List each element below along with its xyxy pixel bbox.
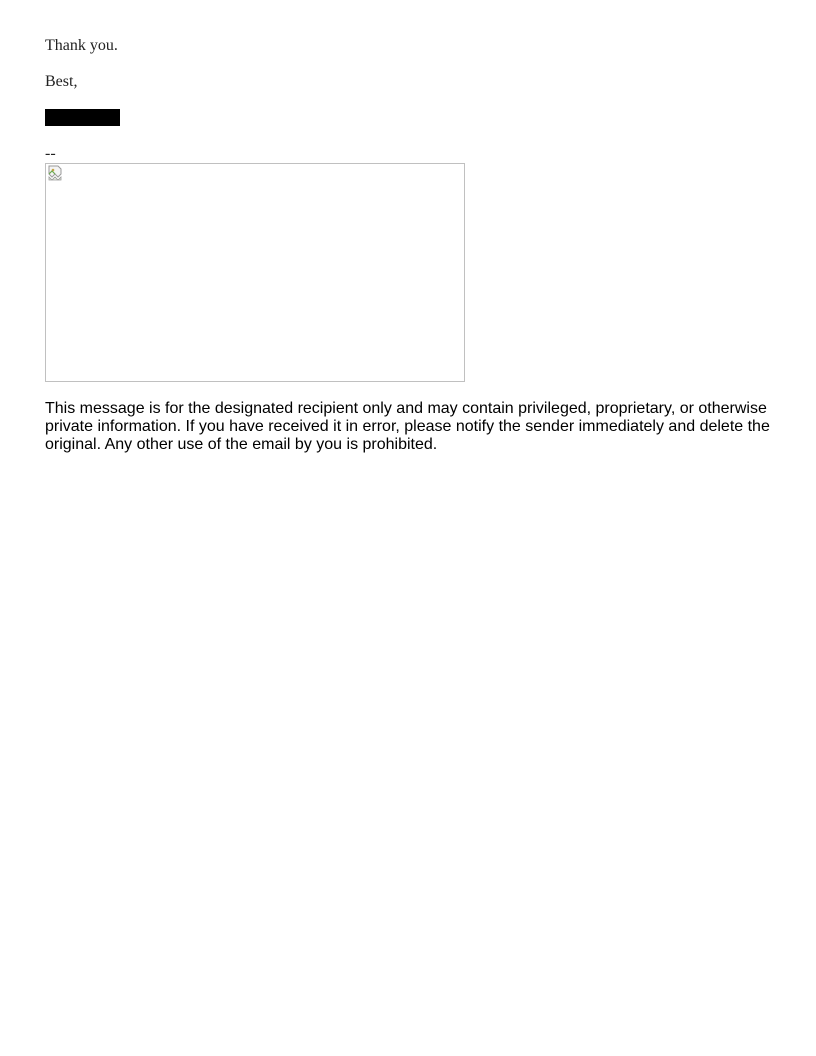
sign-off: Best, — [45, 73, 78, 90]
signature-image — [45, 163, 465, 382]
confidentiality-disclaimer: This message is for the designated recipient only and may contain privileged, proprietary, or otherwise private information. If you have received it in error, please notify the sender immediately and delete the original. Any other use of the email by you is prohibited. — [45, 400, 770, 453]
signature-separator: -- — [45, 145, 56, 162]
redacted-sender-name — [45, 109, 120, 126]
broken-image-icon — [47, 165, 63, 181]
closing-line: Thank you. — [45, 37, 118, 54]
